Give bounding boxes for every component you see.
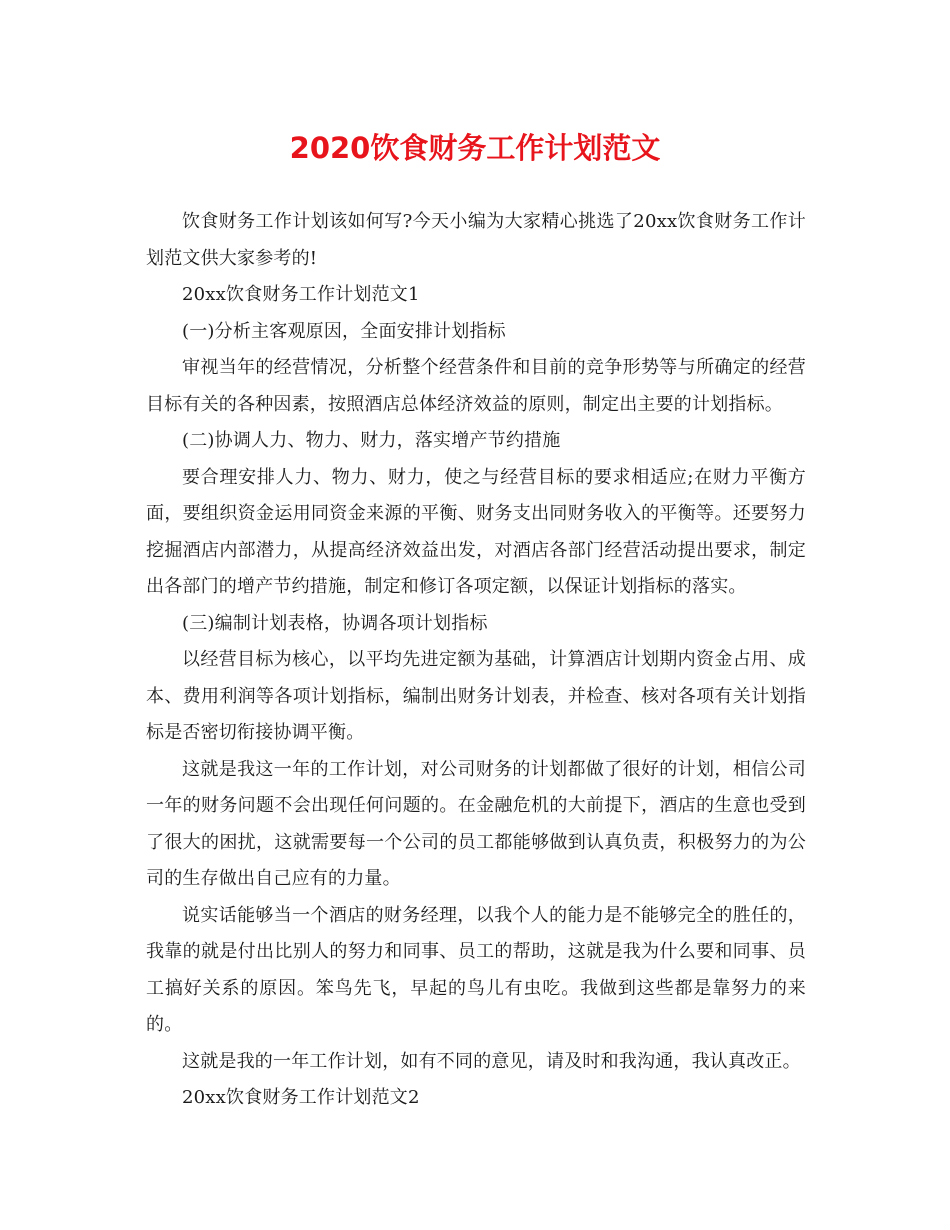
body-paragraph: 这就是我的一年工作计划，如有不同的意见，请及时和我沟通，我认真改正。 [182,1050,801,1072]
body-paragraph: 审视当年的经营情况，分析整个经营条件和目前的竞争形势等与所确定的经营目标有关的各种因素，按照酒店总体经济效益的原则，制定出主要的计划指标。 [146,357,806,415]
body-paragraph: 这就是我这一年的工作计划，对公司财务的计划都做了很好的计划，相信公司一年的财务问题不会出现任何问题的。在金融危机的大前提下，酒店的生意也受到了很大的困扰，这就需要每一个公司的员工都能够做到认真负责，积极努力的为公司的生存做出自己应有的力量。 [146,758,806,889]
intro-paragraph: 饮食财务工作计划该如何写?今天小编为大家精心挑选了20xx饮食财务工作计划范文供大家参考的! [146,211,806,269]
section-heading-sample-1: 20xx饮食财务工作计划范文1 [182,284,420,305]
subheading-3: (三)编制计划表格，协调各项计划指标 [182,612,488,634]
subheading-1: (一)分析主客观原因，全面安排计划指标 [182,320,506,342]
body-paragraph: 说实话能够当一个酒店的财务经理，以我个人的能力是不能够完全的胜任的，我靠的就是付出比别人的努力和同事、员工的帮助，这就是我为什么要和同事、员工搞好关系的原因。笨鸟先飞，早起的鸟儿有虫吃。我做到这些都是靠努力的来的。 [146,904,806,1035]
document-title: 2020饮食财务工作计划范文 [289,131,661,165]
section-heading-sample-2: 20xx饮食财务工作计划范文2 [182,1087,420,1108]
subheading-2: (二)协调人力、物力、财力，落实增产节约措施 [182,430,561,451]
body-paragraph: 以经营目标为核心，以平均先进定额为基础，计算酒店计划期内资金占用、成本、费用利润等各项计划指标，编制出财务计划表，并检查、核对各项有关计划指标是否密切衔接协调平衡。 [146,649,806,743]
document-body [146,204,806,1117]
body-paragraph: 要合理安排人力、物力、财力，使之与经营目标的要求相适应;在财力平衡方面，要组织资金运用同资金来源的平衡、财务支出同财务收入的平衡等。还要努力挖掘酒店内部潜力，从提高经济效益出发，对酒店各部门经营活动提出要求，制定出各部门的增产节约措施，制定和修订各项定额，以保证计划指标的落实。 [146,466,806,597]
